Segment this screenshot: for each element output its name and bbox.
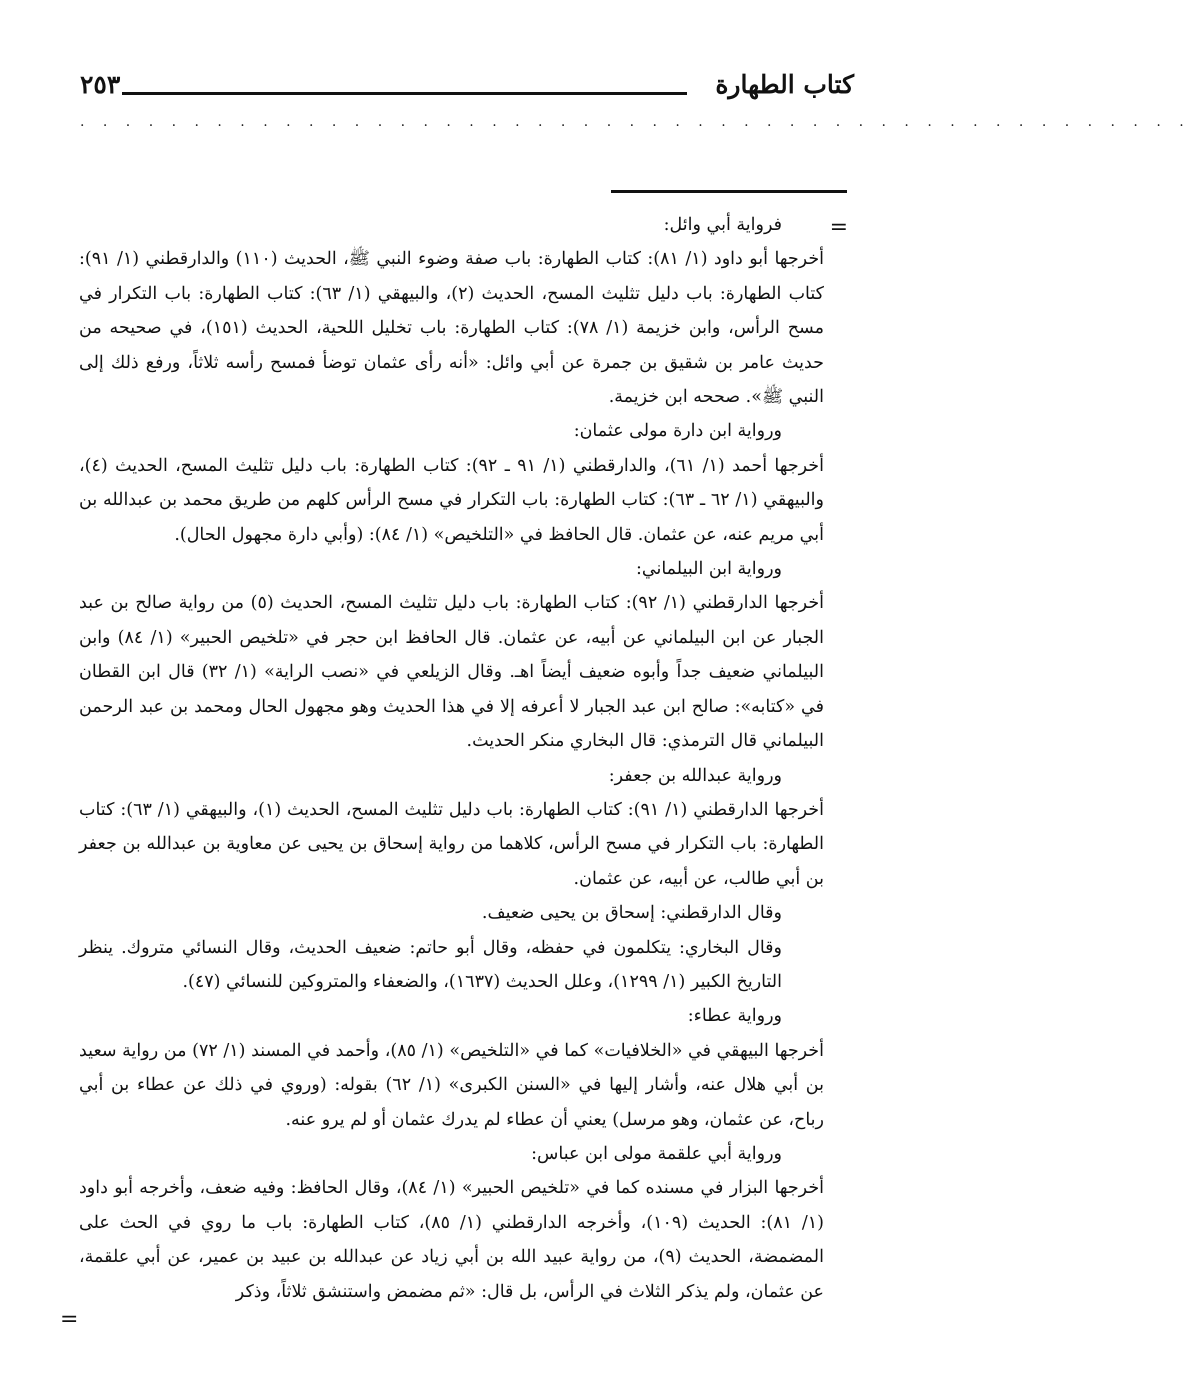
section-heading: وقال البخاري: يتكلمون في حفظه، وقال أبو حاتم: ضعيف الحديث، وقال النسائي متروك. ينظر التاريخ الكبير (١/ ١٢٩٩)، وعلل الحديث (١٦٣٧)، والضعفاء والمتروكين للنسائي (٤٧). xyxy=(79,937,782,992)
section-heading: ورواية عبدالله بن جعفر: xyxy=(608,765,782,786)
section-heading: ورواية أبي علقمة مولى ابن عباس: xyxy=(531,1143,782,1164)
footnote-rule xyxy=(611,190,847,193)
paragraph: أخرجها البيهقي في «الخلافيات» كما في «التلخيص» (١/ ٨٥)، وأحمد في المسند (١/ ٧٢) من رواية سعيد بن أبي هلال عنه، وأشار إليها في «السنن الكبرى» (١/ ٦٢) بقوله: (وروي في ذلك عن عطاء بن أبي رباح، عن عثمان، وهو مرسل) يعني أن عطاء لم يدرك عثمان أو لم يرو عنه. xyxy=(79,1040,824,1130)
paragraph: أخرجها أبو داود (١/ ٨١): كتاب الطهارة: باب صفة وضوء النبي ﷺ، الحديث (١١٠) والدارقطني (١/ ٩١): كتاب الطهارة: باب دليل تثليث المسح، الحديث (٢)، والبيهقي (١/ ٦٣): كتاب الطهارة: باب التكرار في مسح الرأس، وابن خزيمة (١/ ٧٨): كتاب الطهارة: باب تخليل اللحية، الحديث (١٥١)، في صحيحه من حديث عامر بن شقيق بن جمرة عن أبي وائل: «أنه رأى عثمان توضأ فمسح رأسه ثلاثاً، ورفع ذلك إلى النبي ﷺ». صححه ابن خزيمة. xyxy=(79,249,824,408)
paragraph: أخرجها البزار في مسنده كما في «تلخيص الحبير» (١/ ٨٤)، وقال الحافظ: وفيه ضعف، وأخرجه أبو داود (١/ ٨١): الحديث (١٠٩)، وأخرجه الدارقطني (١/ ٨٥)، كتاب الطهارة: باب ما روي في الحث على المضمضة، الحديث (٩)، من رواية عبيد الله بن أبي زياد عن عبدالله بن عبيد بن عمير، عن أبي علقمة، عن عثمان، ولم يذكر الثلاث في الرأس، بل قال: «ثم مضمض واستنشق ثلاثاً، وذكر xyxy=(79,1178,824,1302)
continuation-mark-top: = xyxy=(829,215,848,240)
paragraph: أخرجها الدارقطني (١/ ٩١): كتاب الطهارة: باب دليل تثليث المسح، الحديث (١)، والبيهقي (١/ ٦٣): كتاب الطهارة: باب التكرار في مسح الرأس، كلاهما من رواية إسحاق بن يحيى عن معاوية بن عبدالله بن جعفر بن أبي طالب، عن أبيه، عن عثمان. xyxy=(79,799,824,889)
section-heading: ورواية عطاء: xyxy=(687,1006,782,1027)
separator-dots: . . . . . . . . . . . . . . . . . . . . . . . . . . . . . . . . . . . . . . . . . . . . . . . . . xyxy=(80,114,1191,130)
section-heading: فرواية أبي وائل: xyxy=(663,215,782,235)
section-heading: ورواية ابن البيلماني: xyxy=(636,559,782,580)
page-number: ٢٥٣ xyxy=(80,70,121,99)
section-heading: وقال الدارقطني: إسحاق بن يحيى ضعيف. xyxy=(481,903,782,924)
running-title: كتاب الطهارة xyxy=(715,70,854,99)
header-rule xyxy=(122,92,687,95)
paragraph: أخرجها الدارقطني (١/ ٩٢): كتاب الطهارة: باب دليل تثليث المسح، الحديث (٥) من رواية صالح بن عبد الجبار عن ابن البيلماني عن أبيه، عن عثمان. قال الحافظ ابن حجر في «تلخيص الحبير» (١/ ٨٤) وابن البيلماني ضعيف جداً وأبوه ضعيف أيضاً اهـ. وقال الزيلعي في «نصب الراية» (١/ ٣٢) قال ابن القطان في «كتابه»: صالح ابن عبد الجبار لا أعرفه إلا في هذا الحديث وهو مجهول الحال ومحمد بن عبد الرحمن البيلماني قال الترمذي: قال البخاري منكر الحديث. xyxy=(79,593,824,752)
section-heading: ورواية ابن دارة مولى عثمان: xyxy=(573,421,782,442)
continuation-mark-bottom: = xyxy=(60,1307,79,1332)
paragraph: أخرجها أحمد (١/ ٦١)، والدارقطني (١/ ٩١ ـ ٩٢): كتاب الطهارة: باب دليل تثليث المسح، الحديث (٤)، والبيهقي (١/ ٦٢ ـ ٦٣): كتاب الطهارة: باب التكرار في مسح الرأس كلهم من طريق محمد بن عبدالله بن أبي مريم عنه، عن عثمان. قال الحافظ في «التلخيص» (١/ ٨٤): (وأبي دارة مجهول الحال). xyxy=(79,455,824,545)
footnote-body xyxy=(79,208,824,1309)
